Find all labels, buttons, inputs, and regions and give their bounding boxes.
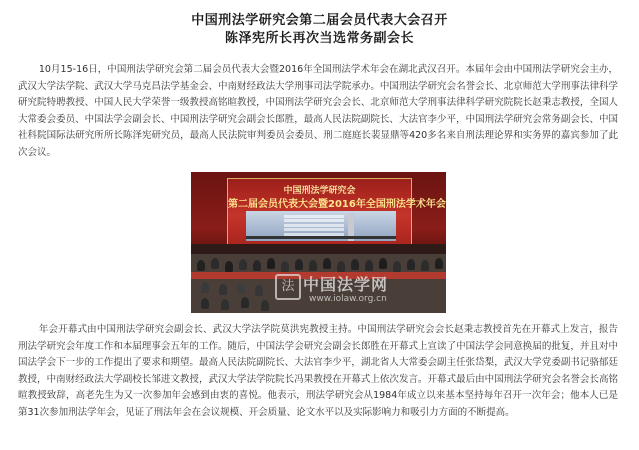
- stage-banner: [227, 178, 446, 246]
- attendee: [309, 260, 317, 271]
- site-watermark: [275, 272, 435, 308]
- attendee: [239, 259, 247, 270]
- attendee: [261, 300, 269, 311]
- attendee: [211, 258, 219, 269]
- watermark-logo-icon: 法: [275, 274, 301, 300]
- attendee: [197, 260, 205, 271]
- attendee: [201, 282, 209, 293]
- attendee: [201, 298, 209, 309]
- article-title-line2: 陈泽宪所长再次当选常务副会长: [224, 31, 414, 46]
- watermark-url: www.iolaw.org.cn: [309, 294, 387, 304]
- attendee: [407, 259, 415, 270]
- attendee: [237, 283, 245, 294]
- watermark-name: 中国法学网: [303, 275, 389, 294]
- attendee: [219, 284, 227, 295]
- attendee: [281, 261, 289, 272]
- attendee: [323, 258, 331, 269]
- attendee: [221, 299, 229, 310]
- attendee: [225, 261, 233, 272]
- banner-line2: 第二届会员代表大会暨2016年全国刑法学术年会: [228, 199, 446, 210]
- attendee: [295, 259, 303, 270]
- attendee: [365, 260, 373, 271]
- attendee: [267, 258, 275, 269]
- banner-fine-print: [284, 215, 344, 236]
- stage-edge: [191, 244, 446, 254]
- banner-cityscape: [246, 211, 396, 241]
- article-paragraph-1: 10月15-16日，中国刑法学研究会第二届会员代表大会暨2016年全国刑法学术年会在湖北武汉召开。本届年会由中国刑法学研究会主办，武汉大学法学院、武汉大学马克昌法学基金会、中南财经政法大学刑事司法学院承办。中国刑法学研究会名誉会长、北京师范大学刑事法律科学研究院特聘教授、中国人民大学荣誉一级教授高铭暄教授，中国刑法学研究会会长、北京师范大学刑事法律科学研究院院长赵秉志教授，全国人大常委会委员、中国法学会副会长、中国刑法学研究会副会长郎胜，最高人民法院副院长、大法官李少平，中国刑法学研究会常务副会长、中国社科院国际法研究所所长陈泽宪研究员，最高人民法院审判委员会委员、刑二庭庭长裴显鼎等420多名来自刑法理论界和实务界的嘉宾参加了此次会议。: [18, 64, 618, 158]
- attendee: [393, 261, 401, 272]
- attendee: [337, 261, 345, 272]
- attendee: [421, 260, 429, 271]
- banner-line1: 中国刑法学研究会: [283, 186, 356, 196]
- attendee: [241, 297, 249, 308]
- conference-photo: [191, 172, 446, 313]
- attendee: [253, 260, 261, 271]
- attendee: [255, 285, 263, 296]
- attendee: [379, 258, 387, 269]
- bridge-icon: [246, 236, 396, 239]
- attendee: [351, 259, 359, 270]
- article-title-line1: 中国刑法学研究会第二届会员代表大会召开: [191, 13, 448, 28]
- article-paragraph-2: 年会开幕式由中国刑法学研究会副会长、武汉大学法学院莫洪宪教授主持。中国刑法学研究会会长赵秉志教授首先在开幕式上发言，报告刑法学研究会年度工作和本届理事会五年的工作。随后，中国法学会研究会副会长郎胜在开幕式上宣读了中国法学会同意换届的批复，并且对中国法学会下一步的工作提出了要求和期望。最高人民法院副院长、大法官李少平，湖北省人大常委会副主任张岱梨，武汉大学党委副书记骆郁廷教授，中南财经政法大学副校长邹进文教授，武汉大学法学院院长冯果教授在开幕式上依次发言。开幕式最后由中国刑法学研究会名誉会长高铭暄教授致辞，高老先生为又一次参加年会感到由衷的喜悦。他表示，刑法学研究会从1984年成立以来基本坚持每年召开一次年会；他本人已是第31次参加刑法学年会，见证了刑法年会在会议规模、开会质量、论文水平以及实际影响力和吸引力方面的不断提高。: [18, 324, 618, 418]
- attendee: [435, 258, 443, 269]
